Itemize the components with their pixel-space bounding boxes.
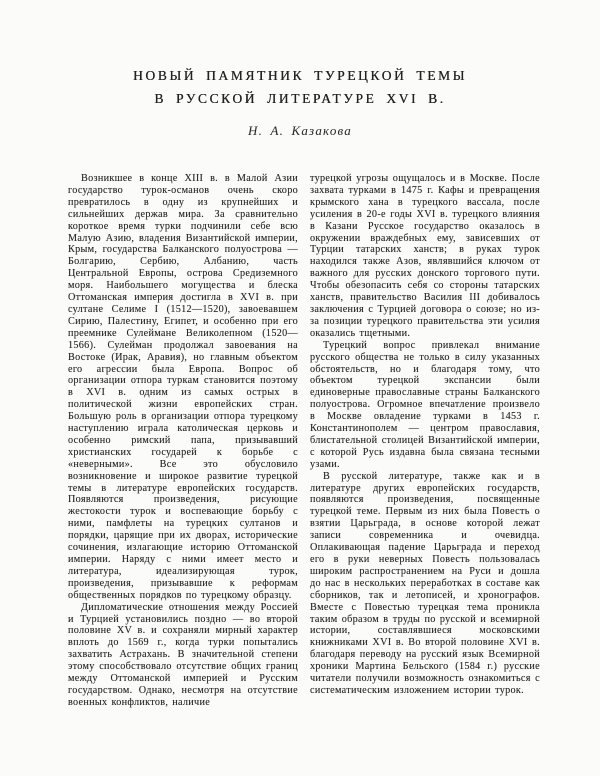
right-column	[310, 173, 540, 765]
author-name: Н. А. Казакова	[248, 123, 352, 138]
article-title-line1: НОВЫЙ ПАМЯТНИК ТУРЕЦКОЙ ТЕМЫ	[133, 68, 467, 83]
paragraph: Турецкий вопрос привлекал внимание русского общества не только в силу указанных обстоятельств, но и благодаря тому, что объектом турецкой экспансии были единоверные православные страны Балканского полуострова. Огромное впечатление произвело в Москве овладение турками в 1453 г. Константинополем — центром православия, блистательной столицей Византийской империи, с которой Русь издавна была связана тесными узами.	[310, 339, 540, 470]
paragraph: Возникшее в конце XIII в. в Малой Азии государство турок-османов очень скоро превратилось в одну из крупнейших и сильнейших держав мира. За сравнительно короткое время турки подчинили себе всю Малую Азию, владения Византийской империи, Крым, государства Балканского полуострова — Болгарию, Сербию, Албанию, часть Центральной Европы, острова Средиземного моря. Наибольшего могущества и блеска Оттоманская империя достигла в XVI в. при султане Селиме I (1512—1520), завоевавшем Сирию, Палестину, Египет, и особенно при его преемнике Сулеймане Великолепном (1520—1566). Сулейман продолжал завоевания на Востоке (Ирак, Аравия), но главным объектом его агрессии была Европа. Вопрос об организации отпора туркам становится поэтому в XVI в. одним из самых острых в политической жизни европейских стран. Большую роль в организации отпора турецкому наступлению играла католическая церковь и особенно римский папа, призывавший христианских государей к борьбе с «неверными». Все это обусловило возникновение и широкое развитие турецкой темы в литературе европейских государств. Появляются произведения, рисующие жестокости турок и воспевающие борьбу с ними, памфлеты на турецких султанов и порядки, царящие при их дворах, исторические сочинения, излагающие историю Оттоманской империи. Наряду с ними имеет место и литература, идеализирующая турок, произведения, призывавшие к реформам общественных порядков по турецкому образцу.	[68, 173, 298, 601]
article-title-line2: В РУССКОЙ ЛИТЕРАТУРЕ XVI В.	[154, 91, 446, 106]
paragraph: турецкой угрозы ощущалось и в Москве. После захвата турками в 1475 г. Кафы и превращения крымского хана в турецкого вассала, после усиления в 20-е годы XVI в. турецкого влияния в Казани Русское государство оказалось в окружении враждебных ему, зависевших от Турции татарских ханств; в руках турок находился также Азов, являвшийся ключом от важного для русских донского торгового пути. Чтобы обезопасить себя со стороны татарских ханств, правительство Василия III добивалось заключения с Турцией договора о союзе; но из-за позиции турецкого правительства эти усилия оказались тщетными.	[310, 173, 540, 339]
paragraph: В русской литературе, также как и в литературе других европейских государств, появляются произведения, посвященные турецкой теме. Первым из них была Повесть о взятии Царьграда, в основе которой лежат записи современника и очевидца. Оплакивающая падение Царьграда и переход его в руки неверных Повесть пользовалась широким распространением на Руси и дошла до нас в нескольких переработках в составе как сборников, так и летописей, и хронографов. Вместе с Повестью турецкая тема проникла таким образом в труды по русской и всемирной истории, составлявшиеся московскими книжниками XVI в. Во второй половине XVI в. благодаря переводу на русский язык Всемирной хроники Мартина Бельского (1584 г.) русские читатели получили возможность ознакомиться с систематическим изложением истории турок.	[310, 470, 540, 696]
left-column	[68, 173, 298, 765]
paragraph: Дипломатические отношения между Россией и Турцией установились поздно — во второй половине XV в. и сохраняли мирный характер вплоть до 1569 г., когда турки попытались захватить Астрахань. В значительной степени этому способствовало отсутствие общих границ между Оттоманской империей и Русским государством. Однако, несмотря на отсутствие военных конфликтов, наличие	[68, 601, 298, 708]
article-title	[0, 64, 600, 110]
article-body	[68, 173, 540, 765]
